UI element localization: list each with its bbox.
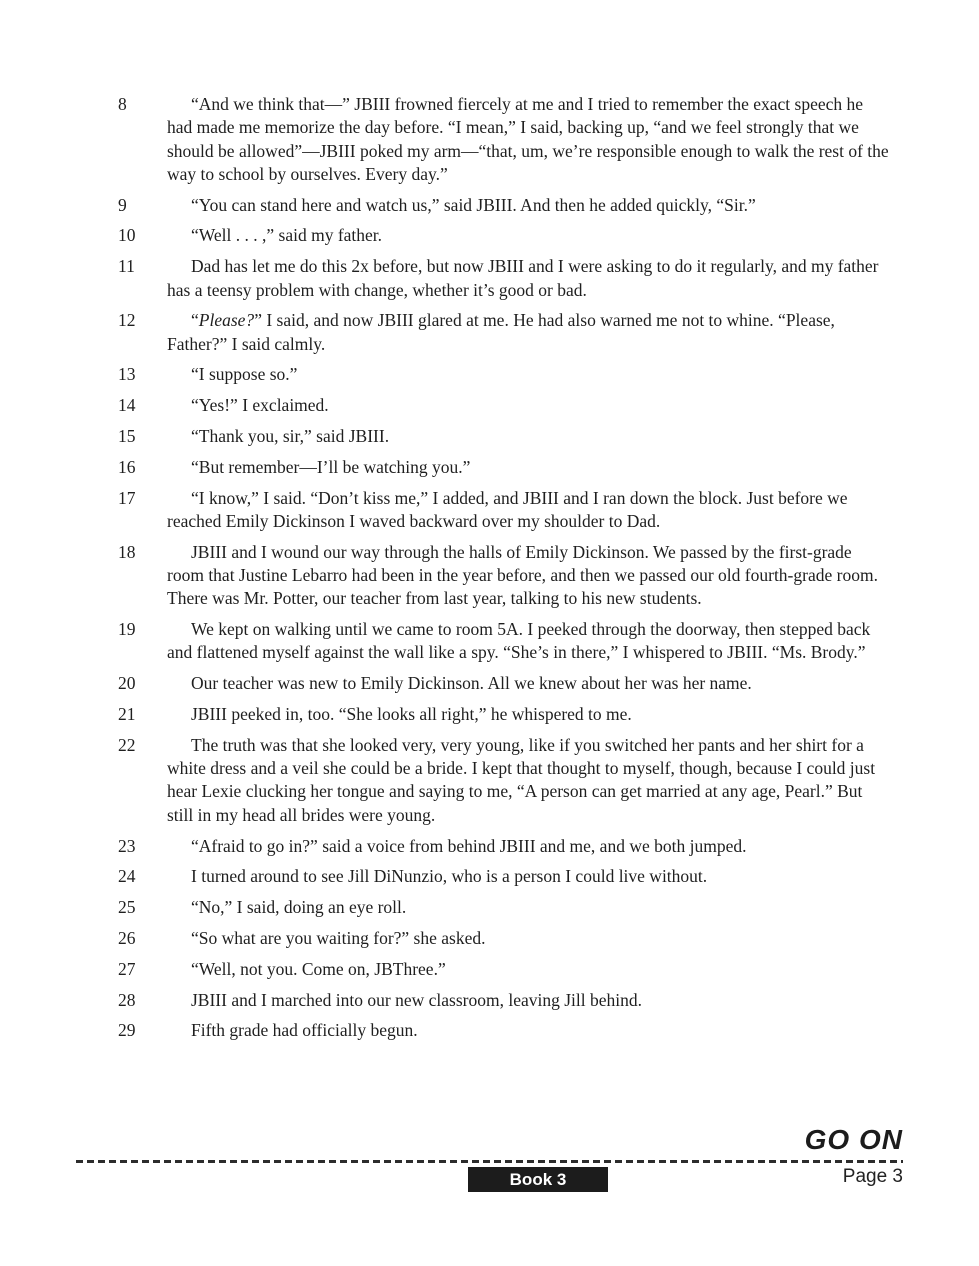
passage-paragraph <box>118 224 892 247</box>
passage-paragraph <box>118 734 892 827</box>
paragraph-text: “Yes!” I exclaimed. <box>191 395 329 416</box>
paragraph-number: 29 <box>118 1020 136 1041</box>
paragraph-text: “Well . . . ,” said my father. <box>191 225 383 246</box>
passage-paragraph <box>118 865 892 888</box>
paragraph-text: JBIII and I wound our way through the halls of Emily Dickinson. We passed by the first-grade room that Justine Lebarro had been in the year before, and then we passed our old fourth-grade room. There was Mr. Potter, our teacher from last year, talking to his new students. <box>167 541 878 609</box>
paragraph-number: 11 <box>118 256 135 277</box>
passage-paragraph <box>118 309 892 356</box>
paragraph-number: 12 <box>118 310 136 331</box>
paragraph-text: “Please?” I said, and now JBIII glared at me. He had also warned me not to whine. “Please, Father?” I said calmly. <box>167 310 835 354</box>
passage-paragraph <box>118 989 892 1012</box>
paragraph-text: We kept on walking until we came to room 5A. I peeked through the doorway, then stepped back and flattened myself against the wall like a spy. “She’s in there,” I whispered to JBIII. “Ms. Brody.” <box>167 619 871 663</box>
paragraph-text: “But remember—I’ll be watching you.” <box>191 456 471 477</box>
paragraph-number: 21 <box>118 704 136 725</box>
paragraph-number: 16 <box>118 456 136 477</box>
paragraph-number: 22 <box>118 734 136 755</box>
paragraph-number: 28 <box>118 989 136 1010</box>
paragraph-text: The truth was that she looked very, very young, like if you switched her pants and her shirt for a white dress and a veil she could be a bride. I kept that thought to myself, though, because I could just hear Lexie clucking her tongue and saying to me, “A person can get married at any age, Pearl.” But still in my head all brides were young. <box>167 734 876 825</box>
passage-paragraph <box>118 93 892 186</box>
paragraph-text: “I know,” I said. “Don’t kiss me,” I added, and JBIII and I ran down the block. Just before we reached Emily Dickinson I waved backward over my shoulder to Dad. <box>167 487 848 531</box>
passage-paragraph <box>118 194 892 217</box>
paragraph-number: 10 <box>118 225 136 246</box>
page-number-label: Page 3 <box>842 1166 903 1187</box>
passage-paragraph <box>118 456 892 479</box>
passage-paragraph <box>118 487 892 534</box>
paragraph-number: 27 <box>118 958 136 979</box>
paragraph-number: 20 <box>118 673 136 694</box>
passage-paragraph <box>118 958 892 981</box>
paragraph-text: I turned around to see Jill DiNunzio, who is a person I could live without. <box>191 866 708 887</box>
passage-paragraph <box>118 703 892 726</box>
paragraph-text: Fifth grade had officially begun. <box>191 1020 418 1041</box>
passage <box>118 93 892 1050</box>
paragraph-number: 23 <box>118 835 136 856</box>
paragraph-number: 14 <box>118 395 136 416</box>
paragraph-text: Dad has let me do this 2x before, but now JBIII and I were asking to do it regularly, and my father has a teensy problem with change, whether it’s good or bad. <box>167 256 879 300</box>
passage-paragraph <box>118 394 892 417</box>
passage-paragraph <box>118 541 892 611</box>
dashed-cut-line <box>76 1160 903 1163</box>
paragraph-number: 9 <box>118 194 127 215</box>
paragraph-number: 13 <box>118 364 136 385</box>
passage-paragraph <box>118 672 892 695</box>
passage-paragraph <box>118 927 892 950</box>
paragraph-text: “So what are you waiting for?” she asked. <box>191 927 486 948</box>
passage-paragraph <box>118 363 892 386</box>
book-badge: Book 3 <box>468 1167 608 1192</box>
paragraph-text: “You can stand here and watch us,” said JBIII. And then he added quickly, “Sir.” <box>191 194 756 215</box>
passage-paragraph <box>118 255 892 302</box>
paragraph-text: “No,” I said, doing an eye roll. <box>191 897 407 918</box>
paragraph-number: 26 <box>118 927 136 948</box>
passage-paragraph <box>118 618 892 665</box>
paragraph-text: JBIII and I marched into our new classroom, leaving Jill behind. <box>191 989 643 1010</box>
paragraph-number: 18 <box>118 541 136 562</box>
go-on-label: GO ON <box>804 1124 903 1155</box>
paragraph-text: “Thank you, sir,” said JBIII. <box>191 426 390 447</box>
passage-paragraph <box>118 835 892 858</box>
paragraph-text: Our teacher was new to Emily Dickinson. All we knew about her was her name. <box>191 673 752 694</box>
paragraph-text: JBIII peeked in, too. “She looks all right,” he whispered to me. <box>191 704 632 725</box>
passage-paragraph <box>118 1019 892 1042</box>
paragraph-number: 25 <box>118 897 136 918</box>
paragraph-number: 15 <box>118 426 136 447</box>
paragraph-text: “I suppose so.” <box>191 364 298 385</box>
paragraph-text: “Well, not you. Come on, JBThree.” <box>191 958 446 979</box>
paragraph-number: 24 <box>118 866 136 887</box>
passage-paragraph <box>118 425 892 448</box>
paragraph-number: 17 <box>118 487 136 508</box>
paragraph-text: “Afraid to go in?” said a voice from behind JBIII and me, and we both jumped. <box>191 835 747 856</box>
paragraph-number: 19 <box>118 619 136 640</box>
passage-paragraph <box>118 896 892 919</box>
paragraph-number: 8 <box>118 94 127 114</box>
paragraph-text: “And we think that—” JBIII frowned fiercely at me and I tried to remember the exact speech he had made me memorize the day before. “I mean,” I said, backing up, “and we feel strongly that we should be allowed”—JBIII poked my arm—“that, um, we’re responsible enough to walk the rest of the way to school by ourselves. Every day.” <box>167 94 889 184</box>
